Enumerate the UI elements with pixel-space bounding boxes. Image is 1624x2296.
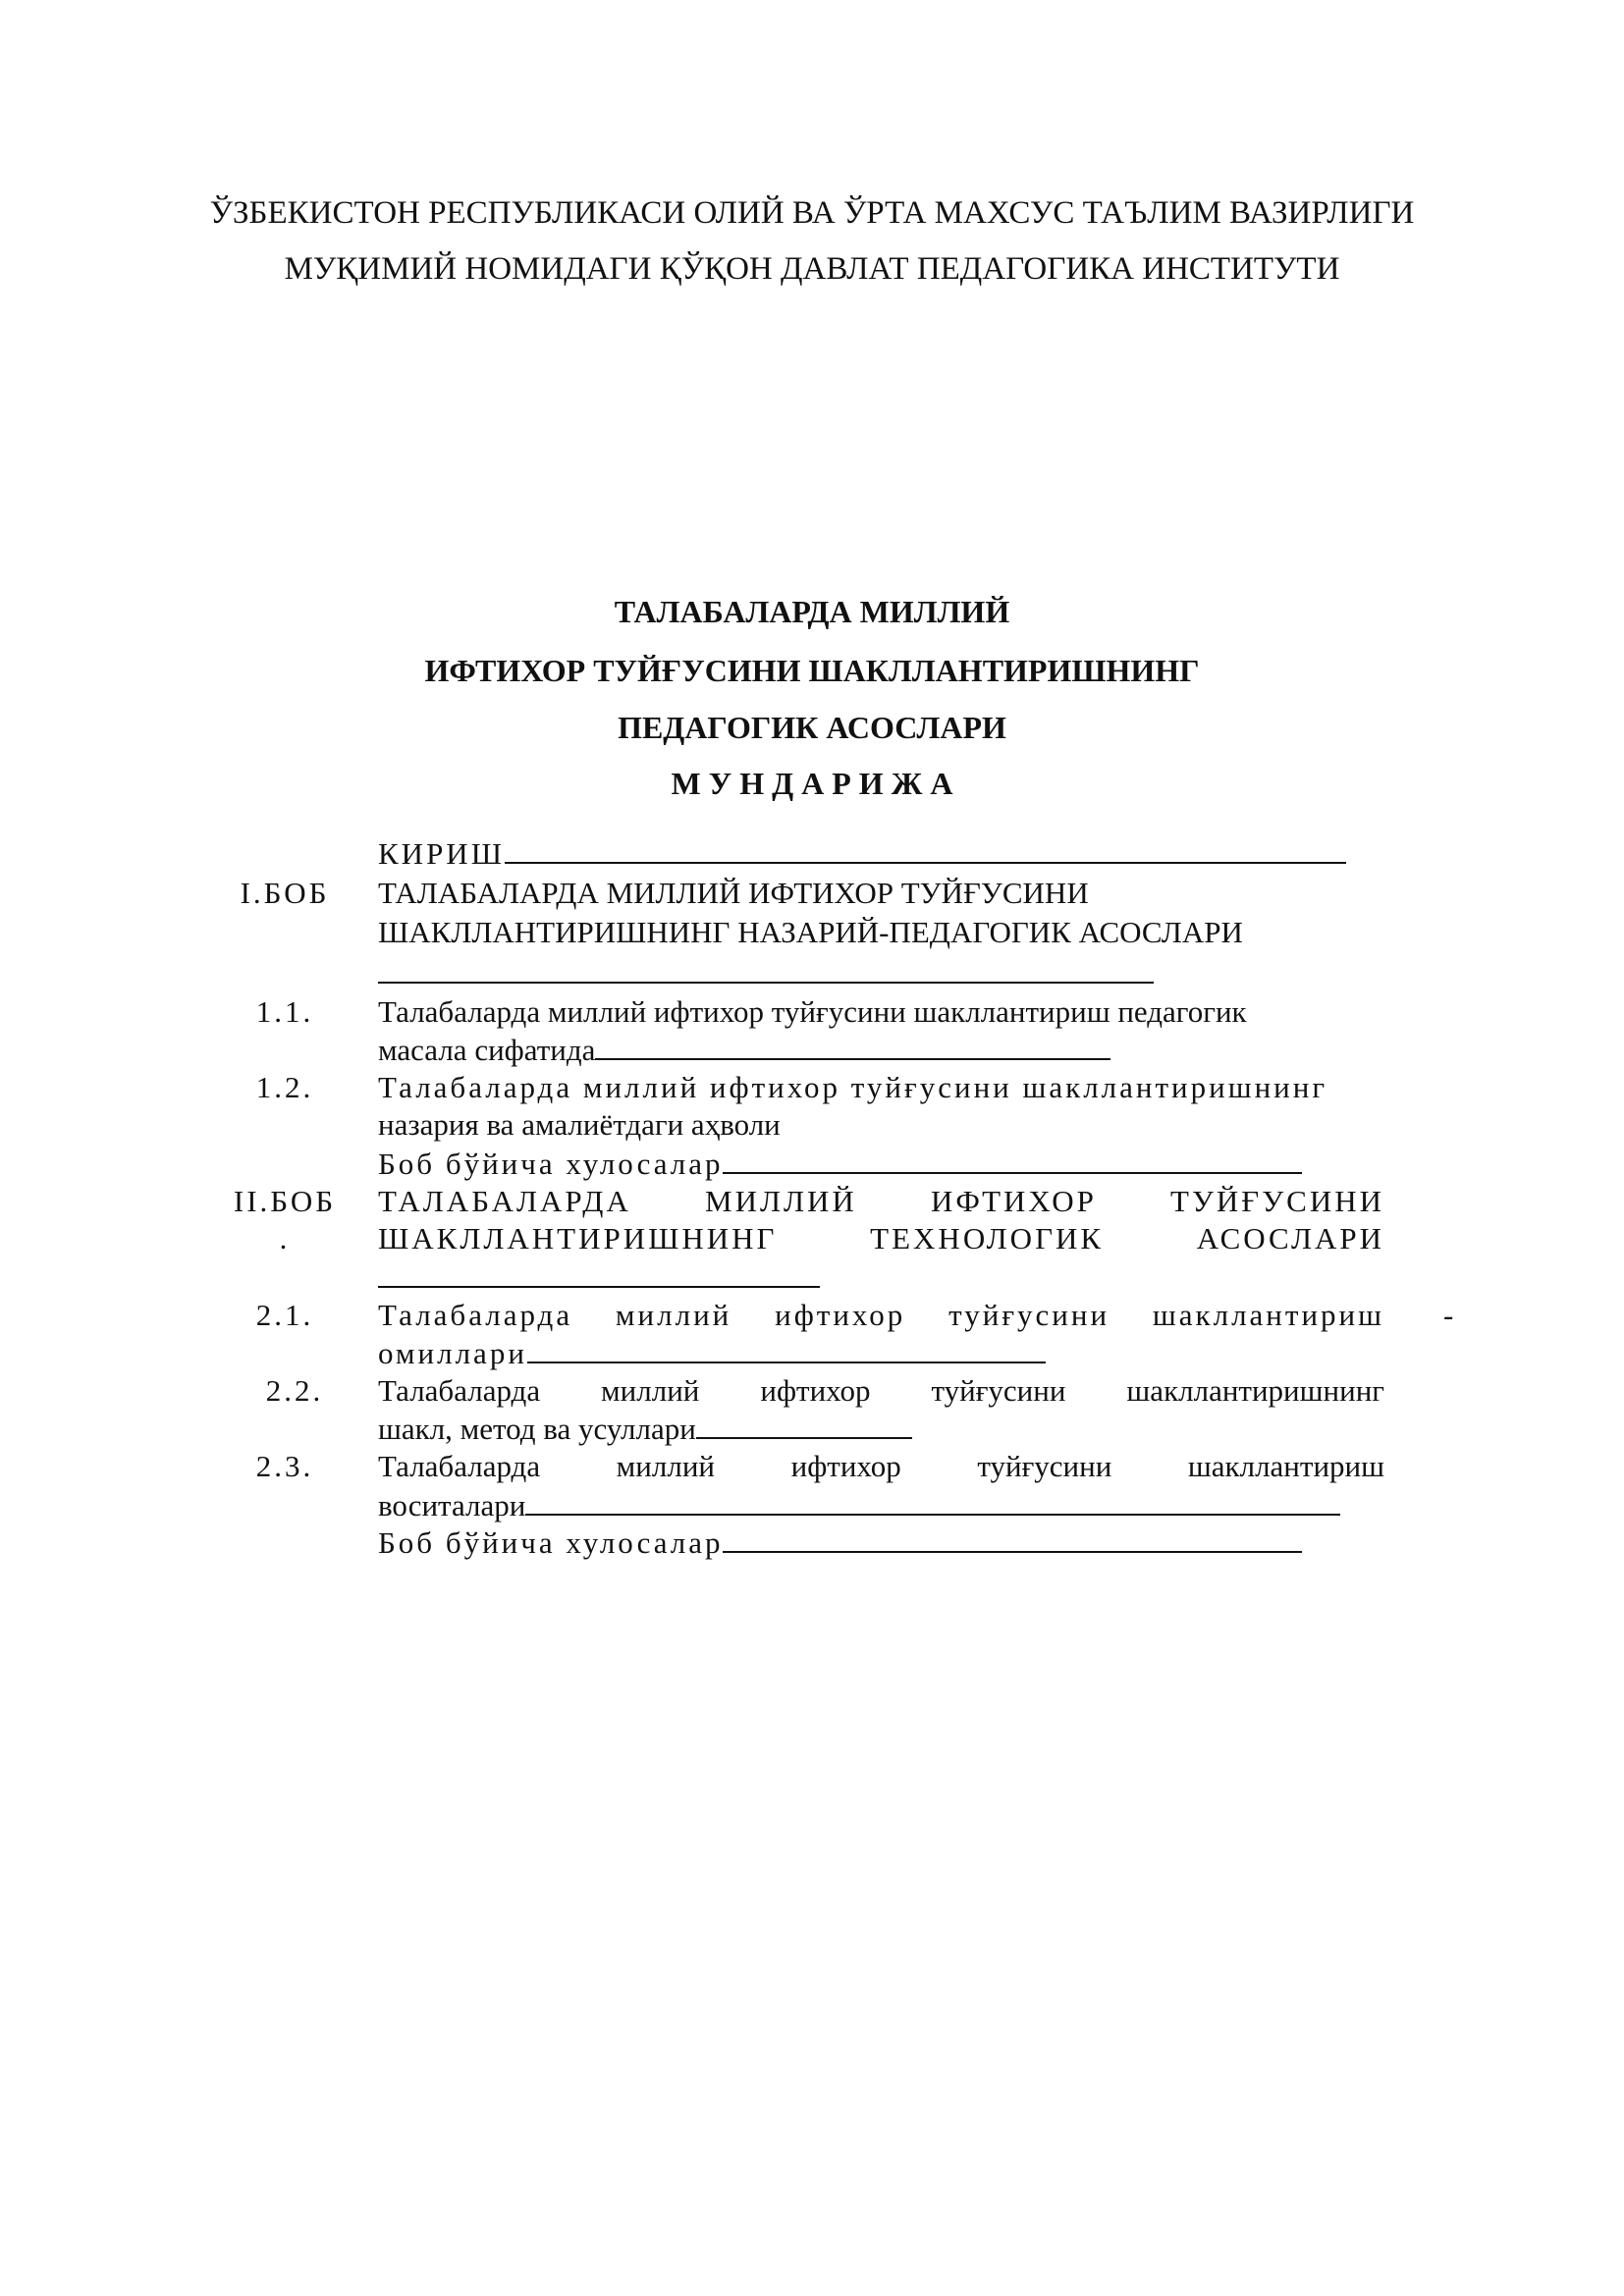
- toc-chapter-number: I.БОБ: [240, 876, 330, 910]
- toc-section-number: 1.1.: [255, 994, 314, 1029]
- toc-chapter-title-line-1: ТАЛАБАЛАРДА МИЛЛИЙ ИФТИХОР ТУЙҒУСИНИ: [378, 1184, 1384, 1218]
- leader-line: [525, 1486, 1340, 1516]
- leader-line: [723, 1145, 1302, 1174]
- toc-entry-label: Боб бўйича хулосалар: [378, 1147, 724, 1181]
- ministry-name: ЎЗБЕКИСТОН РЕСПУБЛИКАСИ ОЛИЙ ВА ЎРТА МАХСУС ТАЪЛИМ ВАЗИРЛИГИ: [209, 195, 1415, 231]
- toc-section-title-line-2: шакл, метод ва усуллари: [378, 1412, 696, 1446]
- toc-section-title-line-2: омиллари: [378, 1336, 527, 1370]
- toc-entry-label: Боб бўйича хулосалар: [378, 1525, 724, 1560]
- leader-line: [378, 980, 1154, 984]
- toc-section-title-line-2: воситалари: [378, 1488, 526, 1522]
- leader-line: [723, 1523, 1302, 1553]
- toc-entry-label: КИРИШ: [378, 836, 505, 871]
- toc-chapter-number: II.БОБ: [233, 1184, 337, 1218]
- institute-name: МУҚИМИЙ НОМИДАГИ ҚЎҚОН ДАВЛАТ ПЕДАГОГИКА ИНСТИТУТИ: [284, 251, 1340, 287]
- leader-line: [595, 1031, 1110, 1060]
- toc-section-line-2: [378, 1031, 1110, 1069]
- toc-section-title-line-1: Талабаларда миллий ифтихор туйғусини шакллантиришнинг: [378, 1373, 1384, 1408]
- title-line-2: ИФТИХОР ТУЙҒУСИНИ ШАКЛЛАНТИРИШНИНГ: [424, 653, 1200, 688]
- leader-line: [505, 834, 1346, 864]
- toc-entry-intro: [378, 834, 1346, 873]
- title-line-1: ТАЛАБАЛАРДА МИЛЛИЙ: [614, 594, 1010, 629]
- toc-section-number: 2.1.: [255, 1298, 314, 1332]
- contents-heading: М У Н Д А Р И Ж А: [671, 766, 953, 801]
- toc-section-title-line-1: Талабаларда миллий ифтихор туйғусини шакллантиришнинг: [378, 1070, 1328, 1104]
- toc-section-line-2: [378, 1486, 1340, 1524]
- toc-section-number: 2.2.: [265, 1373, 324, 1408]
- trailing-dash: -: [1443, 1298, 1454, 1332]
- toc-chapter-title-line-2: ШАКЛЛАНТИРИШНИНГ ТЕХНОЛОГИК АСОСЛАРИ: [378, 1221, 1384, 1255]
- toc-chapter-title-line-1: ТАЛАБАЛАРДА МИЛЛИЙ ИФТИХОР ТУЙҒУСИНИ: [378, 876, 1089, 910]
- toc-entry-summary: [378, 1523, 1302, 1562]
- toc-section-title-line-1: Талабаларда миллий ифтихор туйғусини шакллантириш педагогик: [378, 994, 1247, 1029]
- title-line-3: ПЕДАГОГИК АСОСЛАРИ: [618, 710, 1006, 745]
- leader-line: [527, 1334, 1046, 1363]
- toc-entry-summary: [378, 1145, 1302, 1183]
- leader-line: [696, 1410, 912, 1439]
- toc-section-title-line-2: масала сифатида: [378, 1033, 596, 1067]
- toc-section-title-line-1: Талабаларда миллий ифтихор туйғусини шакллантириш: [378, 1449, 1384, 1483]
- toc-chapter-number-cont: .: [279, 1221, 291, 1255]
- toc-section-title-line-1: Талабаларда миллий ифтихор туйғусини шакллантириш: [378, 1298, 1384, 1332]
- toc-section-line-2: [378, 1334, 1046, 1372]
- leader-line: [378, 1284, 820, 1288]
- toc-chapter-title-line-2: ШАКЛЛАНТИРИШНИНГ НАЗАРИЙ-ПЕДАГОГИК АСОСЛАРИ: [378, 915, 1243, 949]
- toc-section-line-2: [378, 1410, 912, 1448]
- toc-section-title-line-2: назария ва амалиётдаги аҳволи: [378, 1107, 781, 1142]
- toc-section-number: 2.3.: [255, 1449, 314, 1483]
- toc-section-number: 1.2.: [255, 1070, 314, 1104]
